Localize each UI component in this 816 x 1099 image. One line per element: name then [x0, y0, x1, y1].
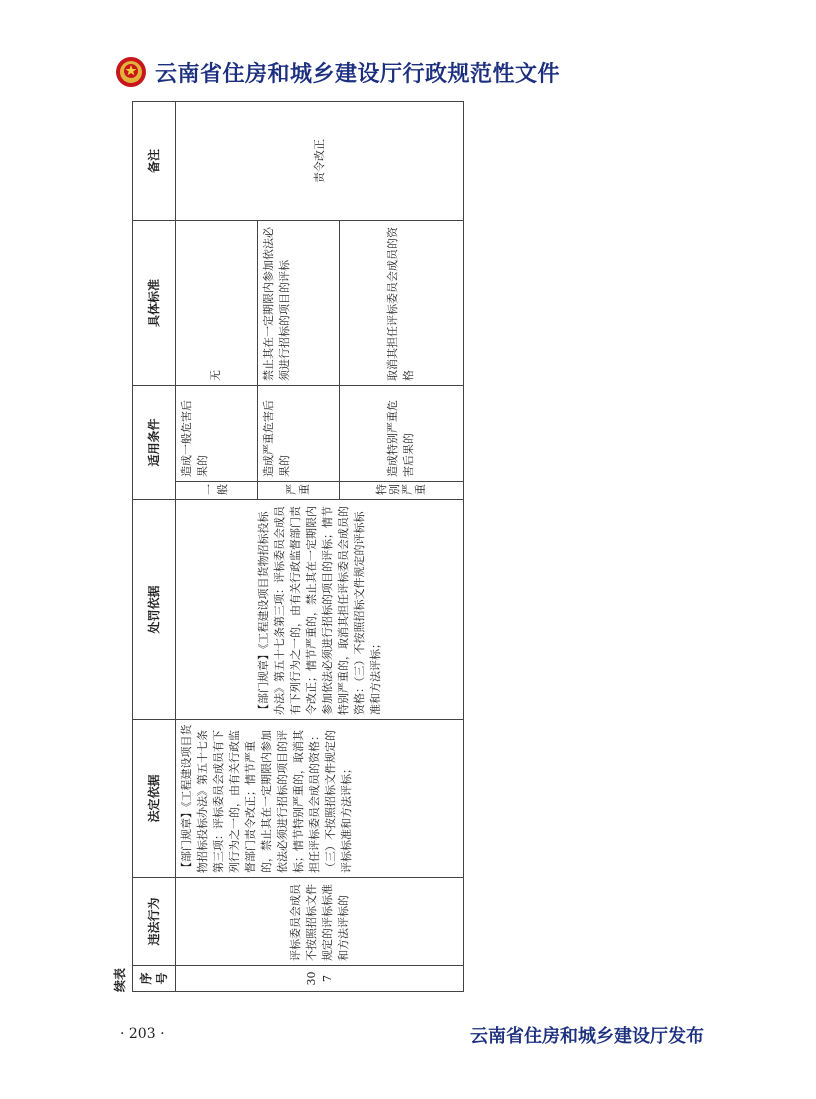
header-remarks: 备注	[133, 101, 176, 220]
rotated-table-area	[110, 100, 465, 992]
condition-general: 造成一般危害后果的	[176, 385, 258, 481]
national-emblem-icon	[115, 56, 147, 88]
degree-very-serious: 特别严重	[339, 482, 463, 500]
illegal-act-cell: 评标委员会成员不按照招标文件规定的评标标准和方法评标的	[176, 878, 464, 966]
header-legal-basis: 法定依据	[133, 720, 176, 878]
page-number: · 203 ·	[120, 1026, 165, 1042]
penalty-basis-cell: 【部门规章】《工程建设项目货物招标投标办法》第五十七条第三项：评标委员会成员有下列行为之一的，由有关行政监督部门责令改正；情节严重的，禁止其在一定期限内参加依法必须进行招标的项目的评标；情节特别严重的，取消其担任评标委员会成员的资格：（三）不按照招标文件规定的评标标准和方法评标；	[176, 500, 464, 720]
publisher-label: 云南省住房和城乡建设厅发布	[470, 1026, 704, 1047]
degree-general: 一般	[176, 482, 258, 500]
degree-serious: 严重	[257, 482, 339, 500]
header-penalty-basis: 处罚依据	[133, 500, 176, 720]
penalty-standards-table	[132, 101, 464, 992]
legal-basis-cell: 【部门规章】《工程建设项目货物招标投标办法》第五十七条第三项：评标委员会成员有下列行为之一的，由有关行政监督部门责令改正；情节严重的，禁止其在一定期限内参加依法必须进行招标的项目的评标；情节特别严重的，取消其担任评标委员会成员的资格：（三）不按照招标文件规定的评标标准和方法评标；	[176, 720, 464, 878]
page-header	[115, 52, 560, 92]
condition-serious: 造成严重危害后果的	[257, 385, 339, 481]
header-conditions: 适用条件	[133, 385, 176, 499]
table-header-row	[133, 101, 176, 991]
document-series-title: 云南省住房和城乡建设厅行政规范性文件	[155, 61, 561, 87]
header-illegal-act: 违法行为	[133, 878, 176, 966]
header-standards: 具体标准	[133, 220, 176, 385]
condition-very-serious: 造成特别严重危害后果的	[339, 385, 463, 481]
standard-serious: 禁止其在一定期限内参加依法必须进行招标的项目的评标	[257, 220, 339, 385]
remarks-cell: 责令改正	[176, 101, 464, 220]
standard-very-serious: 取消其担任评标委员会成员的资格	[339, 220, 463, 385]
table-row	[176, 101, 258, 991]
row-number: 307	[176, 966, 464, 992]
header-no: 序号	[133, 966, 176, 992]
continued-label: 续表	[113, 967, 127, 992]
standard-general: 无	[176, 220, 258, 385]
